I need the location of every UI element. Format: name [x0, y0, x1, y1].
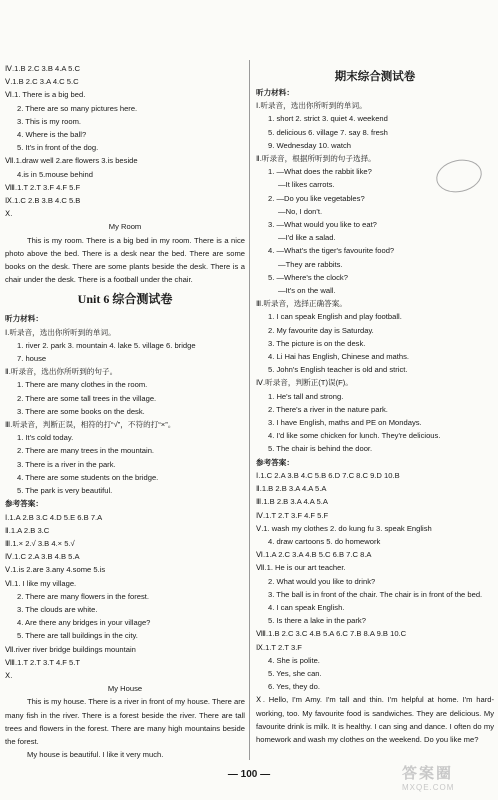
text-line: 2. There are many trees in the mountain.: [17, 446, 155, 456]
final-test-title: 期末综合测试卷: [334, 71, 416, 83]
text-line: 4. —What's the tiger's favourite food?: [268, 246, 395, 256]
text-line: 5. The park is very beautiful.: [17, 486, 113, 496]
text-line: Ⅳ.听录音，判断正(T)误(F)。: [256, 378, 353, 388]
text-line: 1. It's cold today.: [17, 433, 74, 443]
text-line: Ⅲ.听录音，选择正确答案。: [256, 299, 347, 309]
text-line: Ⅱ.1.B 2.B 3.A 4.A 5.A: [256, 484, 327, 494]
text-line: 5. Is there a lake in the park?: [268, 616, 366, 626]
text-line: 5. It's in front of the dog.: [17, 143, 99, 153]
unit-6-title: Unit 6 综合测试卷: [77, 292, 173, 307]
text-line: Ⅱ.听录音，选出你所听到的句子。: [5, 367, 118, 377]
essay-1-title: My Room: [108, 222, 142, 232]
text-line: 1. There are many clothes in the room.: [17, 380, 148, 390]
text-line: 4. I'd like some chicken for lunch. They're delicious.: [268, 431, 441, 441]
text-line: 1. —What does the rabbit like?: [268, 167, 372, 177]
text-line: —I'd like a salad.: [278, 233, 336, 243]
text-line: 3. The clouds are white.: [17, 604, 98, 614]
text-line: 4. She is polite.: [268, 655, 320, 665]
column-divider: [249, 60, 250, 760]
text-line: Ⅲ.听录音，判断正误，相符的打“√”，不符的打“×”。: [5, 420, 176, 430]
text-line: 2. There are so many pictures here.: [17, 103, 138, 113]
text-line: Ⅱ.听录音，根据所听到的句子选择。: [256, 154, 376, 164]
text-line: Ⅸ.1.C 2.B 3.B 4.C 5.B: [5, 196, 81, 206]
text-line: Ⅷ.1.T 2.T 3.T 4.F 5.T: [5, 657, 80, 667]
text-line: 3. The picture is on the desk.: [268, 338, 366, 348]
left-column: [5, 62, 245, 761]
text-line: Ⅰ.听录音，选出你所听到的单词。: [256, 101, 367, 111]
text-line: Ⅰ.听录音，选出你所听到的单词。: [5, 327, 116, 337]
text-line: Ⅳ.1.C 2.A 3.B 4.B 5.A: [5, 552, 80, 562]
text-line: —They are rabbits.: [278, 259, 343, 269]
text-line: Ⅸ.1.T 2.T 3.F: [256, 642, 302, 652]
text-line: 1. He's tall and strong.: [268, 391, 344, 401]
text-line: 4. Li Hai has English, Chinese and maths.: [268, 352, 409, 362]
text-line: 参考答案：: [5, 499, 43, 509]
text-line: 3. I have English, maths and PE on Mondays.: [268, 418, 422, 428]
text-line: 4. I can speak English.: [268, 602, 345, 612]
text-line: 1. I can speak English and play football.: [268, 312, 402, 322]
text-line: Ⅶ.1.draw well 2.are flowers 3.is beside: [5, 156, 138, 166]
text-line: 3. This is my room.: [17, 116, 81, 126]
text-line: 1. short 2. strict 3. quiet 4. weekend: [268, 114, 388, 124]
text-line: Ⅴ.1. wash my clothes 2. do kung fu 3. speak English: [256, 523, 432, 533]
text-line: 2. There are many flowers in the forest.: [17, 591, 149, 601]
text-line: 3. There are some books on the desk.: [17, 406, 145, 416]
text-line: Ⅵ.1.A 2.C 3.A 4.B 5.C 6.B 7.C 8.A: [256, 550, 372, 560]
text-line: 参考答案：: [256, 457, 294, 467]
text-line: 听力材料：: [256, 88, 294, 97]
text-line: Ⅰ.1.A 2.B 3.C 4.D 5.E 6.B 7.A: [5, 512, 103, 522]
text-line: Ⅲ.1.B 2.B 3.A 4.A 5.A: [256, 497, 328, 507]
left-top-answers: [5, 62, 245, 220]
text-line: Ⅴ.1.B 2.C 3.A 4.C 5.C: [5, 77, 79, 87]
text-line: 4. draw cartoons 5. do homework: [268, 536, 381, 546]
unit-6-content: [5, 312, 245, 682]
text-line: 1. river 2. park 3. mountain 4. lake 5. village 6. bridge: [17, 340, 196, 350]
text-line: 2. —Do you like vegetables?: [268, 193, 365, 203]
page-number: — 100 —: [227, 769, 271, 780]
text-line: 5. Yes, she can.: [268, 668, 322, 678]
text-line: Ⅷ.1.B 2.C 3.C 4.B 5.A 6.C 7.B 8.A 9.B 10.C: [256, 629, 407, 639]
text-line: Ⅳ.1.B 2.C 3.B 4.A 5.C: [5, 64, 80, 73]
text-line: Ⅵ.1. I like my village.: [5, 578, 77, 588]
text-line: —It's on the wall.: [278, 286, 336, 296]
text-line: Ⅰ.1.C 2.A 3.B 4.C 5.B 6.D 7.C 8.C 9.D 10.B: [256, 470, 400, 480]
essay-2-title: My House: [107, 684, 143, 694]
text-line: Ⅵ.1. There is a big bed.: [5, 90, 86, 100]
text-line: 5. The chair is behind the door.: [268, 444, 373, 454]
text-line: 5. —Where's the clock?: [268, 272, 348, 282]
text-line: 3. The ball is in front of the chair. The chair is in front of the bed.: [268, 589, 483, 599]
text-line: 听力材料：: [5, 314, 43, 324]
final-test-content: [256, 86, 494, 693]
text-line: 4. Where is the ball?: [17, 130, 87, 140]
text-line: 5. delicious 6. village 7. say 8. fresh: [268, 127, 388, 137]
text-line: 2. What would you like to drink?: [268, 576, 376, 586]
text-line: 2. My favourite day is Saturday.: [268, 325, 374, 335]
text-line: 2. There's a river in the nature park.: [268, 404, 388, 414]
text-line: Ⅷ.1.T 2.T 3.F 4.F 5.F: [5, 182, 81, 192]
watermark-logo-icon: 答案圈 MXQE.COM: [402, 765, 455, 792]
text-line: 5. There are tall buildings in the city.: [17, 631, 138, 641]
text-line: Ⅱ.1.A 2.B 3.C: [5, 525, 50, 535]
text-line: 4. There are some students on the bridge.: [17, 472, 159, 482]
final-essay: Ⅹ. Hello, I'm Amy. I'm tall and thin. I'm helpful at home. I'm hard-working, too. My favourite food is sandwiches. They are delicious. My favourite drink is milk. It is healthy. I can sing and dance. I often do my homework and wash my clothes on the weekend. Do you like me?: [256, 695, 494, 744]
text-line: Ⅴ.1.is 2.are 3.any 4.some 5.is: [5, 565, 106, 575]
text-line: 4.is in 5.mouse behind: [17, 169, 93, 179]
text-line: —No, I don't.: [278, 206, 323, 216]
text-line: 9. Wednesday 10. watch: [268, 140, 352, 150]
text-line: 2. There are some tall trees in the village.: [17, 393, 157, 403]
text-line: 3. There is a river in the park.: [17, 459, 116, 469]
essay-2-end: My house is beautiful. I like it very much.: [27, 750, 164, 760]
text-line: —It likes carrots.: [278, 180, 335, 190]
text-line: 3. —What would you like to eat?: [268, 220, 377, 230]
text-line: Ⅹ.: [5, 209, 13, 219]
essay-2: This is my house. There is a river in front of my house. There are many fish in the river. There is a forest beside the river. There are tall trees and flowers in the forest. There are many high mountains beside the forest.: [5, 697, 245, 746]
text-line: 5. John's English teacher is old and strict.: [268, 365, 408, 375]
text-line: Ⅳ.1.T 2.T 3.F 4.F 5.F: [256, 510, 329, 520]
text-line: 7. house: [17, 354, 47, 364]
text-line: 6. Yes, they do.: [268, 682, 320, 692]
text-line: Ⅶ.river river bridge buildings mountain: [5, 644, 136, 654]
text-line: Ⅲ.1.× 2.√ 3.B 4.× 5.√: [5, 538, 75, 548]
text-line: Ⅹ.: [5, 670, 13, 680]
text-line: Ⅶ.1. He is our art teacher.: [256, 563, 346, 573]
essay-1: This is my room. There is a big bed in my room. There is a nice photo above the bed. There is a desk near the bed. There are some books on the desk. There are some plants beside the desk. There is a chair under the desk. There is a football under the chair.: [5, 235, 245, 285]
text-line: 4. Are there any bridges in your village?: [17, 618, 151, 628]
right-column: [256, 86, 494, 746]
